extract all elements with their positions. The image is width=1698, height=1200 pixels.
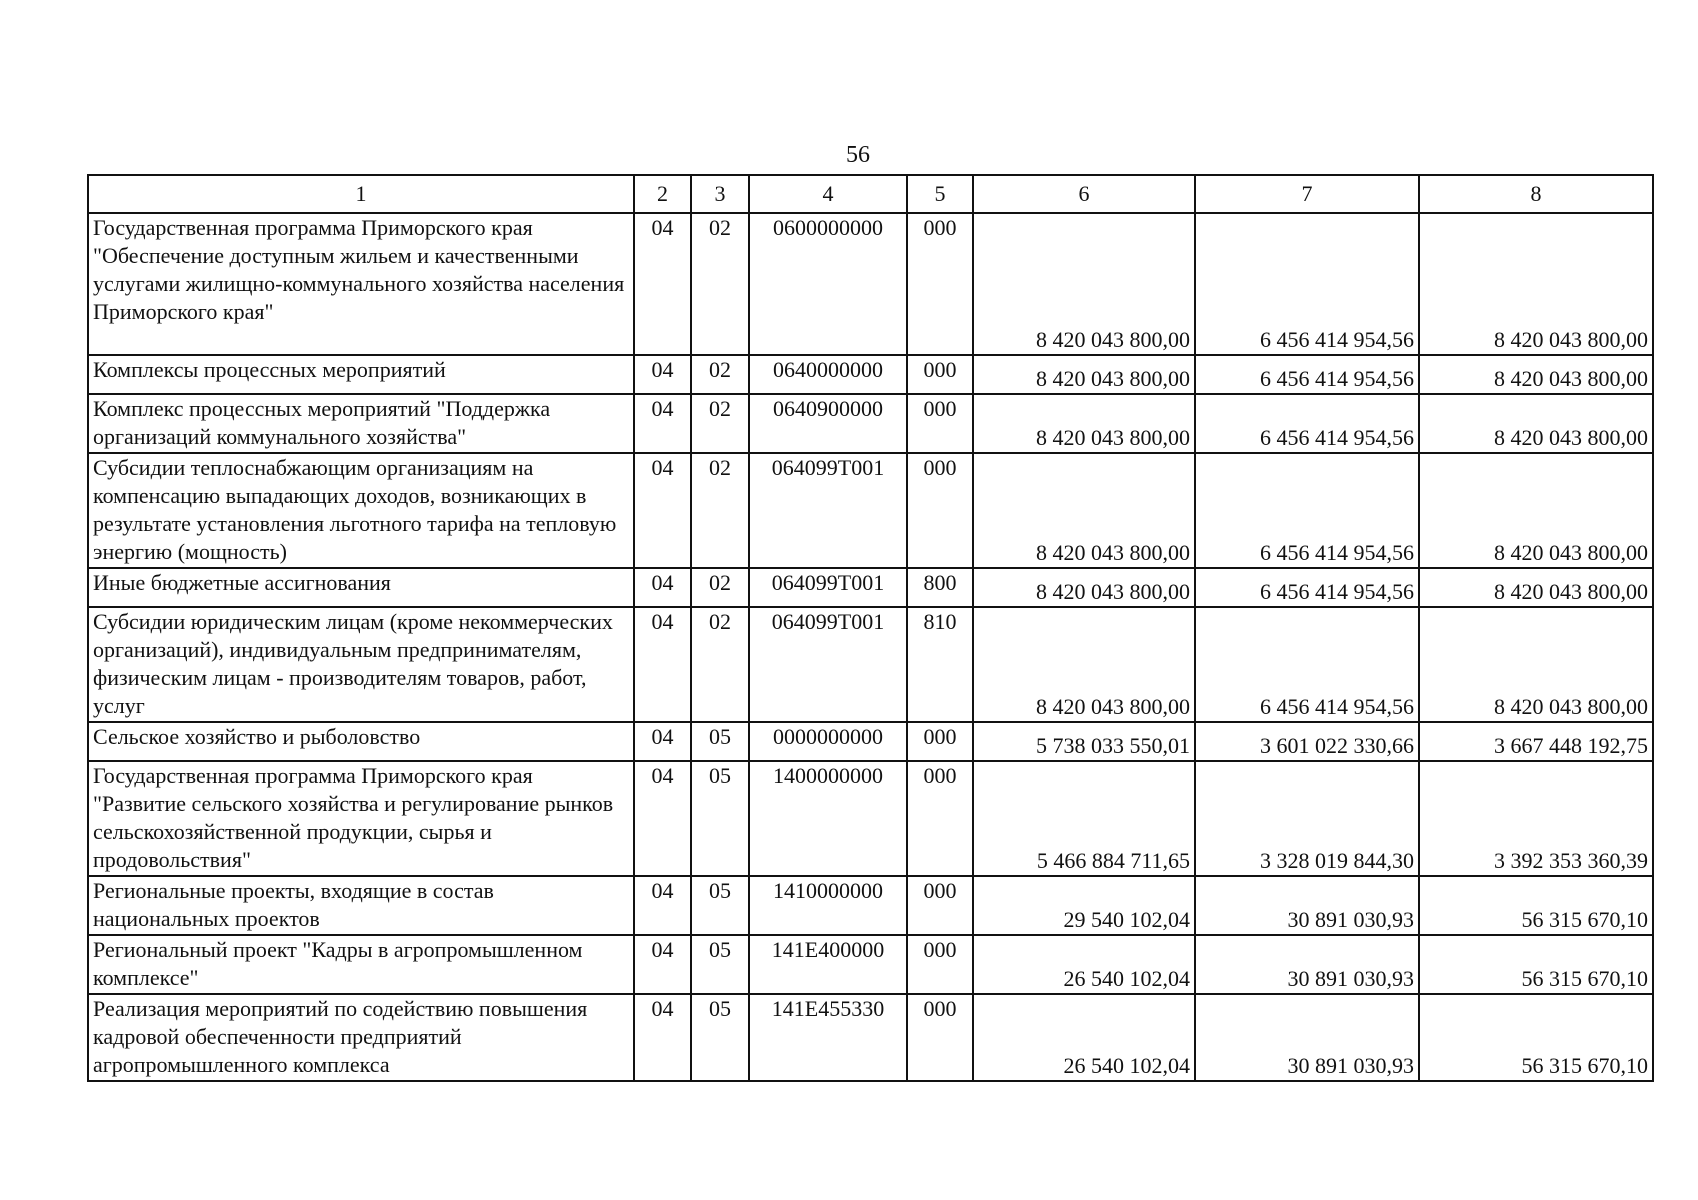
row-target: 064099Т001	[749, 568, 907, 607]
row-target: 0000000000	[749, 722, 907, 761]
row-amount-8: 3 667 448 192,75	[1419, 722, 1653, 761]
row-amount-6: 8 420 043 800,00	[973, 394, 1195, 453]
row-name: Региональный проект "Кадры в агропромышленном комплексе"	[88, 935, 634, 994]
row-amount-8: 56 315 670,10	[1419, 994, 1653, 1081]
row-expense-type: 000	[907, 355, 973, 394]
row-amount-8: 8 420 043 800,00	[1419, 607, 1653, 722]
row-target: 064099Т001	[749, 607, 907, 722]
row-name: Иные бюджетные ассигнования	[88, 568, 634, 607]
table-row	[88, 994, 1653, 1081]
row-name: Сельское хозяйство и рыболовство	[88, 722, 634, 761]
row-target: 0640900000	[749, 394, 907, 453]
row-amount-8: 8 420 043 800,00	[1419, 394, 1653, 453]
table-row	[88, 722, 1653, 761]
row-subsection: 02	[691, 568, 749, 607]
row-amount-6: 8 420 043 800,00	[973, 213, 1195, 355]
row-section: 04	[634, 935, 691, 994]
row-amount-7: 6 456 414 954,56	[1195, 568, 1419, 607]
row-subsection: 05	[691, 722, 749, 761]
row-subsection: 02	[691, 213, 749, 355]
header-cell: 7	[1195, 175, 1419, 213]
row-section: 04	[634, 394, 691, 453]
row-amount-7: 6 456 414 954,56	[1195, 394, 1419, 453]
row-amount-7: 30 891 030,93	[1195, 935, 1419, 994]
row-name: Комплексы процессных мероприятий	[88, 355, 634, 394]
row-amount-7: 30 891 030,93	[1195, 994, 1419, 1081]
table-row	[88, 213, 1653, 355]
table-row	[88, 607, 1653, 722]
row-amount-8: 8 420 043 800,00	[1419, 453, 1653, 568]
row-amount-7: 30 891 030,93	[1195, 876, 1419, 935]
row-name: Региональные проекты, входящие в состав национальных проектов	[88, 876, 634, 935]
table-row	[88, 761, 1653, 876]
row-section: 04	[634, 213, 691, 355]
row-target: 141Е455330	[749, 994, 907, 1081]
row-expense-type: 000	[907, 453, 973, 568]
row-section: 04	[634, 355, 691, 394]
row-section: 04	[634, 453, 691, 568]
row-name: Государственная программа Приморского края "Развитие сельского хозяйства и регулирование рынков сельскохозяйственной продукции, сырья и продовольствия"	[88, 761, 634, 876]
row-section: 04	[634, 876, 691, 935]
page-number: 56	[846, 142, 870, 168]
row-expense-type: 000	[907, 761, 973, 876]
header-cell: 8	[1419, 175, 1653, 213]
row-subsection: 02	[691, 355, 749, 394]
row-subsection: 02	[691, 394, 749, 453]
row-expense-type: 810	[907, 607, 973, 722]
row-amount-8: 8 420 043 800,00	[1419, 568, 1653, 607]
row-subsection: 02	[691, 453, 749, 568]
row-amount-6: 26 540 102,04	[973, 994, 1195, 1081]
row-target: 141Е400000	[749, 935, 907, 994]
row-amount-8: 8 420 043 800,00	[1419, 355, 1653, 394]
row-expense-type: 000	[907, 213, 973, 355]
header-cell: 4	[749, 175, 907, 213]
row-subsection: 05	[691, 994, 749, 1081]
row-expense-type: 000	[907, 394, 973, 453]
row-subsection: 02	[691, 607, 749, 722]
table-row	[88, 394, 1653, 453]
row-section: 04	[634, 722, 691, 761]
row-section: 04	[634, 994, 691, 1081]
table-row	[88, 935, 1653, 994]
row-amount-6: 5 466 884 711,65	[973, 761, 1195, 876]
row-target: 1410000000	[749, 876, 907, 935]
row-section: 04	[634, 761, 691, 876]
row-amount-8: 56 315 670,10	[1419, 876, 1653, 935]
row-name: Субсидии теплоснабжающим организациям на компенсацию выпадающих доходов, возникающих в результате установления льготного тарифа на тепловую энергию (мощность)	[88, 453, 634, 568]
row-subsection: 05	[691, 761, 749, 876]
row-subsection: 05	[691, 876, 749, 935]
row-target: 0640000000	[749, 355, 907, 394]
row-name: Комплекс процессных мероприятий "Поддержка организаций коммунального хозяйства"	[88, 394, 634, 453]
row-amount-6: 29 540 102,04	[973, 876, 1195, 935]
row-amount-7: 6 456 414 954,56	[1195, 453, 1419, 568]
row-target: 1400000000	[749, 761, 907, 876]
row-expense-type: 000	[907, 935, 973, 994]
row-section: 04	[634, 607, 691, 722]
row-expense-type: 800	[907, 568, 973, 607]
row-amount-6: 26 540 102,04	[973, 935, 1195, 994]
header-cell: 1	[88, 175, 634, 213]
row-name: Государственная программа Приморского края "Обеспечение доступным жильем и качественными услугами жилищно-коммунального хозяйства населения Приморского края"	[88, 213, 634, 355]
row-expense-type: 000	[907, 722, 973, 761]
row-target: 0600000000	[749, 213, 907, 355]
row-amount-6: 8 420 043 800,00	[973, 568, 1195, 607]
table-row	[88, 453, 1653, 568]
row-amount-6: 5 738 033 550,01	[973, 722, 1195, 761]
header-cell: 3	[691, 175, 749, 213]
header-row	[88, 175, 1653, 213]
row-amount-7: 6 456 414 954,56	[1195, 355, 1419, 394]
row-name: Субсидии юридическим лицам (кроме некоммерческих организаций), индивидуальным предпринимателям, физическим лицам - производителям товаров, работ, услуг	[88, 607, 634, 722]
table-row	[88, 876, 1653, 935]
row-amount-7: 3 328 019 844,30	[1195, 761, 1419, 876]
header-cell: 5	[907, 175, 973, 213]
row-amount-8: 3 392 353 360,39	[1419, 761, 1653, 876]
row-expense-type: 000	[907, 994, 973, 1081]
row-name: Реализация мероприятий по содействию повышения кадровой обеспеченности предприятий агропромышленного комплекса	[88, 994, 634, 1081]
header-cell: 6	[973, 175, 1195, 213]
row-section: 04	[634, 568, 691, 607]
table-row	[88, 568, 1653, 607]
row-amount-7: 6 456 414 954,56	[1195, 607, 1419, 722]
row-amount-7: 3 601 022 330,66	[1195, 722, 1419, 761]
row-amount-7: 6 456 414 954,56	[1195, 213, 1419, 355]
row-amount-8: 8 420 043 800,00	[1419, 213, 1653, 355]
row-subsection: 05	[691, 935, 749, 994]
row-amount-6: 8 420 043 800,00	[973, 355, 1195, 394]
row-amount-8: 56 315 670,10	[1419, 935, 1653, 994]
row-target: 064099Т001	[749, 453, 907, 568]
table-row	[88, 355, 1653, 394]
header-cell: 2	[634, 175, 691, 213]
budget-table	[87, 174, 1654, 1082]
row-amount-6: 8 420 043 800,00	[973, 607, 1195, 722]
row-amount-6: 8 420 043 800,00	[973, 453, 1195, 568]
row-expense-type: 000	[907, 876, 973, 935]
